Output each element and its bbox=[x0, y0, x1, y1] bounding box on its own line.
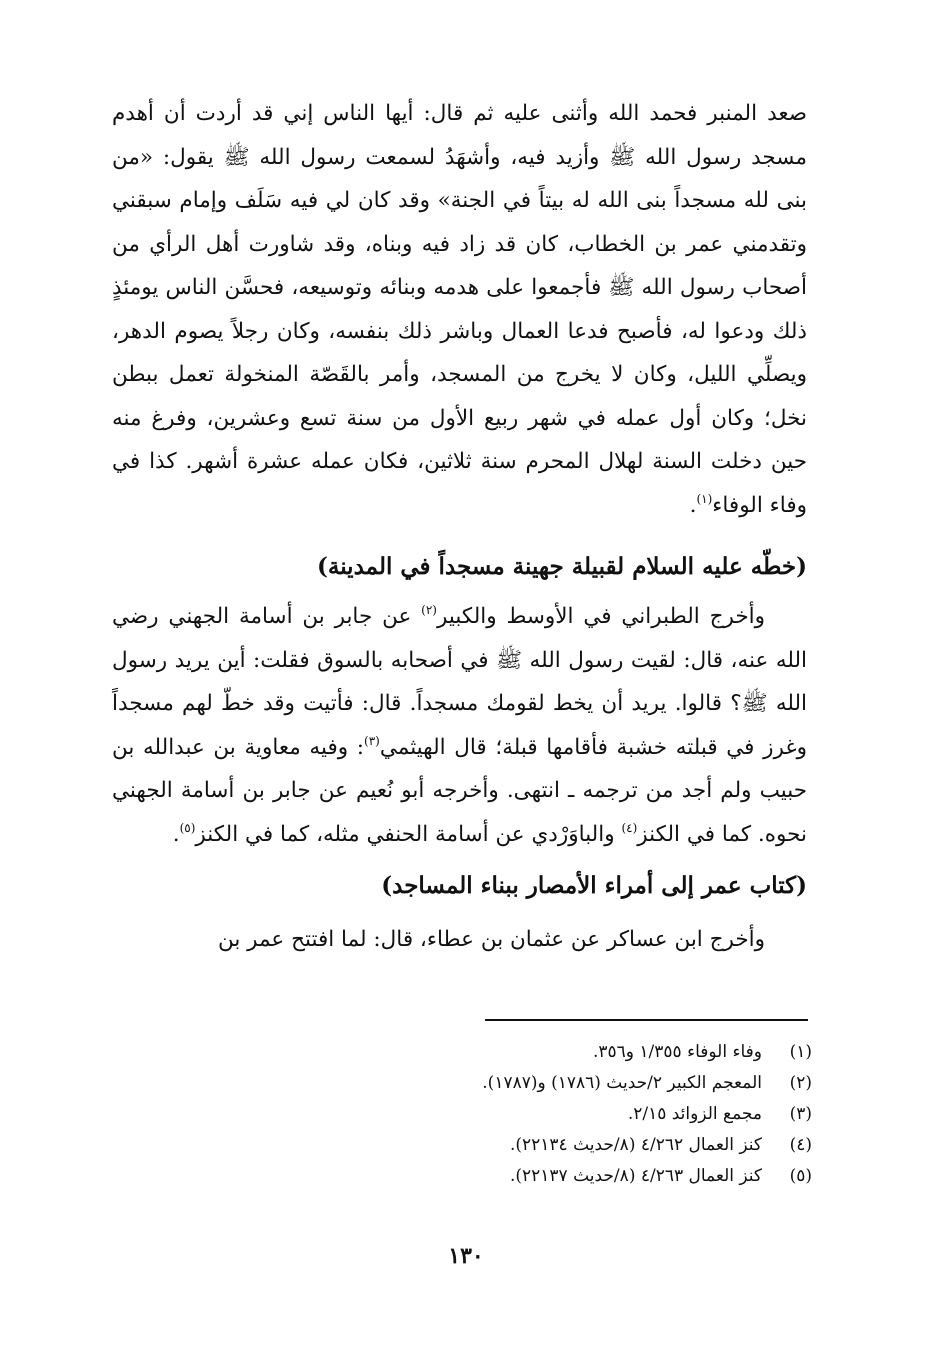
footnote-number: (٤) bbox=[789, 1135, 812, 1155]
section-heading-juhaina-mosque: (خطّه عليه السلام لقبيلة جهينة مسجداً في المدينة) bbox=[317, 553, 807, 580]
paragraph-1-text: صعد المنبر فحمد الله وأثنى عليه ثم قال: أيها الناس إني قد أردت أن أهدم مسجد رسول الله ﷺ وأزيد فيه، وأشهَدُ لسمعت رسول الله ﷺ يقول: «من بنى لله مسجداً بنى الله له بيتاً في الجنة» وقد كان لي فيه سَلَف وإمام سبقني وتقدمني عمر بن الخطاب، كان قد زاد فيه وبناه، وقد شاورت أهل الرأي من أصحاب رسول الله ﷺ فأجمعوا على هدمه وبنائه وتوسيعه، فحسَّن الناس يومئذٍ ذلك ودعوا له، فأصبح فدعا العمال وباشر ذلك بنفسه، وكان رجلاً يصوم الدهر، ويصلِّي الليل، وكان لا يخرج من المسجد، وأمر بالقَصّة المنخولة تعمل ببطن نخل؛ وكان أول عمله في شهر ربيع الأول من سنة تسع وعشرين، وفرغ منه حين دخلت السنة لهلال المحرم سنة ثلاثين، فكان عمله عشرة أشهر. كذا في وفاء الوفاء bbox=[112, 101, 807, 518]
footnote-ref-1[interactable]: (١) bbox=[696, 491, 713, 506]
footnote-4 bbox=[112, 1130, 812, 1161]
footnotes bbox=[112, 1037, 812, 1192]
page-number: ١٣٠ bbox=[448, 1243, 484, 1269]
footnote-text: كنز العمال ٤/٢٦٢ (٨/حديث ٢٢١٣٤). bbox=[509, 1135, 762, 1155]
main-text bbox=[112, 92, 807, 962]
footnote-text: كنز العمال ٤/٢٦٣ (٨/حديث ٢٢١٣٧). bbox=[509, 1166, 762, 1186]
footnote-separator bbox=[485, 1019, 808, 1021]
footnote-number: (٣) bbox=[789, 1104, 812, 1124]
paragraph-2-text-c: : وفيه معاوية بن عبدالله بن حبيب ولم أجد من ترجمه ـ انتهى. وأخرجه أبو نُعيم عن جابر بن أسامة الجهني نحوه. كما في الكنز bbox=[112, 734, 807, 847]
footnote-ref-5[interactable]: (٥) bbox=[179, 820, 196, 835]
footnote-ref-4[interactable]: (٤) bbox=[621, 820, 638, 835]
footnote-text: المعجم الكبير ٢/حديث (١٧٨٦) و(١٧٨٧). bbox=[482, 1073, 762, 1093]
footnote-text: مجمع الزوائد ٢/١٥. bbox=[627, 1104, 762, 1124]
footnote-5 bbox=[112, 1161, 812, 1192]
footnote-2 bbox=[112, 1068, 812, 1099]
paragraph-1-end: . bbox=[689, 492, 697, 518]
footnote-ref-2[interactable]: (٢) bbox=[421, 603, 437, 617]
footnote-1 bbox=[112, 1037, 812, 1068]
paragraph-2 bbox=[112, 595, 807, 856]
paragraph-3: وأخرج ابن عساكر عن عثمان بن عطاء، قال: لما افتتح عمر بن bbox=[217, 927, 765, 952]
paragraph-1 bbox=[112, 92, 807, 527]
footnote-number: (٥) bbox=[789, 1166, 812, 1186]
section-heading-umar-letter: (كتاب عمر إلى أمراء الأمصار ببناء المساجد) bbox=[381, 872, 807, 899]
footnote-ref-3[interactable]: (٣) bbox=[364, 733, 380, 748]
paragraph-2-text-b: عن جابر بن أسامة الجهني رضي الله عنه، قال: لقيت رسول الله ﷺ في أصحابه بالسوق فقلت: أين يريد رسول الله ﷺ؟ قالوا. يريد أن يخط لقومك مسجداً. قال: فأتيت وقد خطّ لهم مسجداً وغرز في قبلته خشبة فأقامها قبلة؛ قال الهيثمي bbox=[112, 604, 807, 760]
footnote-number: (٢) bbox=[789, 1073, 812, 1093]
paragraph-2-text-a: وأخرج الطبراني في الأوسط والكبير bbox=[436, 604, 765, 629]
paragraph-2-end: . bbox=[172, 821, 180, 847]
footnote-number: (١) bbox=[789, 1042, 812, 1062]
footnote-text: وفاء الوفاء ١/٣٥٥ و٣٥٦. bbox=[592, 1042, 762, 1062]
footnote-3 bbox=[112, 1099, 812, 1130]
paragraph-2-text-d: والباوَرْدي عن أسامة الحنفي مثله، كما في الكنز bbox=[195, 821, 622, 847]
